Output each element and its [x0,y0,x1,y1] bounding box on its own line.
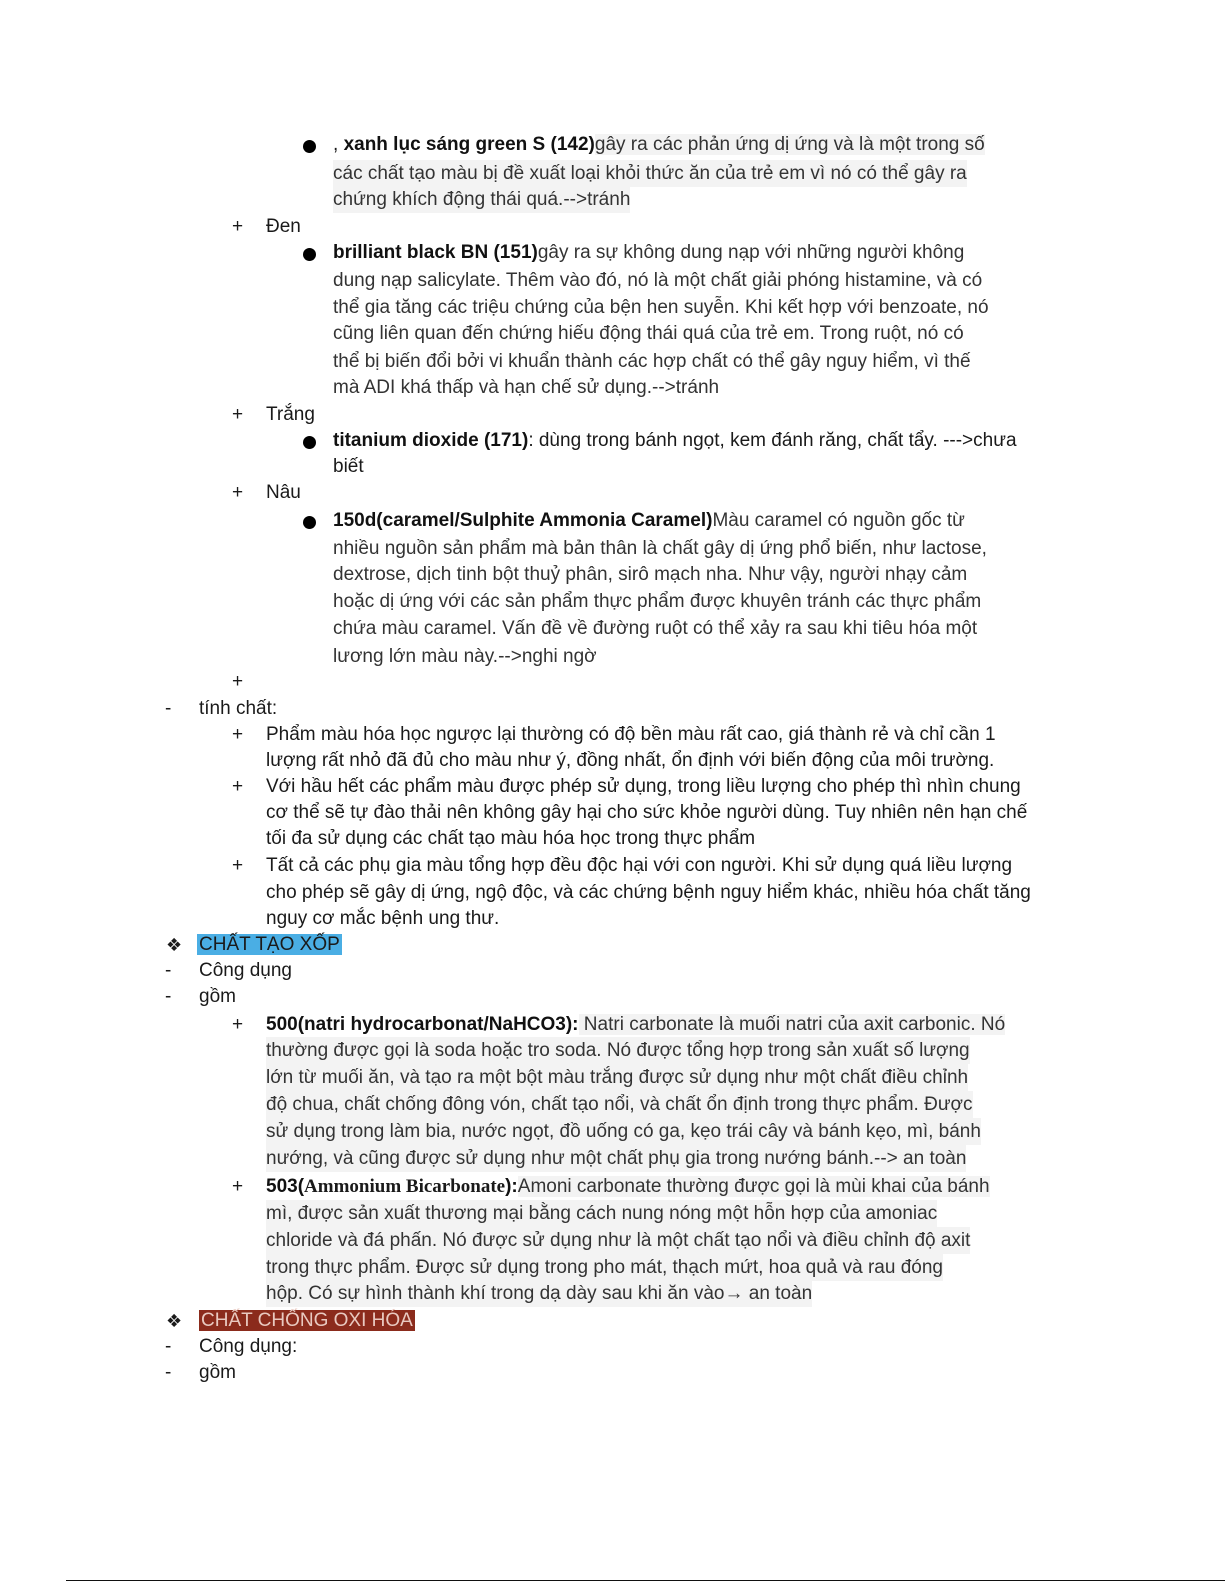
black-bn-line-3: thể gia tăng các triệu chứng của bện hen suyễn. Khi kết hợp với benzoate, nó [333,297,989,318]
black-bn-line-6: mà ADI khá thấp và hạn chế sử dụng.-->tránh [333,377,720,398]
plus-marker: + [232,724,244,745]
dash-marker: - [165,1362,172,1383]
caramel-line-5: chứa màu caramel. Vấn đề về đường ruột có thể xảy ra sau khi tiêu hóa một [333,618,978,639]
dash-marker: - [165,698,172,719]
color-label-trang: Trắng [266,404,315,425]
plus-marker: + [232,1014,244,1035]
item-503-line-1: 503(Ammonium Bicarbonate):Amoni carbonate thường được gọi là mùi khai của bánh [266,1176,990,1197]
black-bn-line-2: dung nạp salicylate. Thêm vào đó, nó là một chất giải phóng histamine, và có [333,270,983,291]
dash-marker: - [165,1336,172,1357]
page-bottom-divider [66,1580,1225,1581]
black-bn-line-5: thể bị biến đổi bởi vi khuẩn thành các hợp chất có thể gây nguy hiểm, vì thế [333,351,971,372]
tinh-chat-p1-line-1: Phẩm màu hóa học ngược lại thường có độ bền màu rất cao, giá thành rẻ và chỉ cần 1 [266,724,996,745]
caramel-line-3: dextrose, dịch tinh bột thuỷ phân, sirô mạch nha. Như vậy, người nhạy cảm [333,564,968,585]
titanium-line-1: titanium dioxide (171): dùng trong bánh ngọt, kem đánh răng, chất tẩy. --->chưa [333,430,1017,451]
dash-marker: - [165,986,172,1007]
item-500-line-1: 500(natri hydrocarbonat/NaHCO3): Natri carbonate là muối natri của axit carbonic. Nó [266,1014,1006,1035]
color-label-den: Đen [266,216,301,237]
bullet-icon [303,140,316,153]
tinh-chat-p2-line-1: Với hầu hết các phẩm màu được phép sử dụng, trong liều lượng cho phép thì nhìn chung [266,776,1021,797]
plus-marker: + [232,1176,244,1197]
item-503-line-4: trong thực phẩm. Được sử dụng trong pho mát, thạch mứt, hoa quả và rau đóng [266,1254,943,1281]
plus-marker: + [232,216,244,237]
titanium-line-2: biết [333,456,364,477]
caramel-line-6: lương lớn màu này.-->nghi ngờ [333,646,597,667]
diamond-bullet-icon: ❖ [166,935,183,955]
plus-marker: + [232,855,244,876]
item-500-line-2: thường được gọi là soda hoặc tro soda. Nó được tổng hợp trong sản xuất số lượng [266,1037,970,1064]
caramel-line-1: 150d(caramel/Sulphite Ammonia Caramel)Màu caramel có nguồn gốc từ [333,510,965,531]
gom-label: gồm [199,986,236,1007]
plus-marker: + [232,482,244,503]
plus-marker: + [232,671,244,692]
section-heading-chong-oxi-hoa: CHẤT CHỐNG OXI HÓA [201,1310,413,1331]
item-500-line-4: độ chua, chất chống đông vón, chất tạo nổi, và chất ổn định trong thực phẩm. Được [266,1091,973,1118]
caramel-line-4: hoặc dị ứng với các sản phẩm thực phẩm được khuyên tránh các thực phẩm [333,591,982,612]
dash-marker: - [165,960,172,981]
tinh-chat-p3-line-1: Tất cả các phụ gia màu tổng hợp đều độc hại với con người. Khi sử dụng quá liều lượng [266,855,1013,876]
item-500-line-3: lớn từ muối ăn, và tạo ra một bột màu trắng được sử dụng như một chất điều chỉnh [266,1064,968,1091]
tinh-chat-p3-line-3: nguy cơ mắc bệnh ung thư. [266,908,500,929]
tinh-chat-p2-line-3: tối đa sử dụng các chất tạo màu hóa học trong thực phẩm [266,828,756,849]
item-500-line-6: nướng, và cũng được sử dụng như một chất phụ gia trong nướng bánh.--> an toàn [266,1145,966,1172]
green-s-line-2: các chất tạo màu bị đề xuất loại khỏi thức ăn của trẻ em vì nó có thể gây ra [333,160,967,187]
cong-dung-label: Công dụng: [199,1336,298,1357]
item-503-line-2: mì, được sản xuất thương mại bằng cách nung nóng một hỗn hợp của amoniac [266,1200,937,1227]
bullet-icon [303,248,316,261]
item-500-line-5: sử dụng trong làm bia, nước ngọt, đồ uống có ga, kẹo trái cây và bánh kẹo, mì, bánh [266,1118,981,1145]
black-bn-line-1: brilliant black BN (151)gây ra sự không dung nạp với những người không [333,242,965,263]
item-503-line-5: hộp. Có sự hình thành khí trong dạ dày sau khi ăn vào→ an toàn [266,1280,812,1307]
tinh-chat-p2-line-2: cơ thể sẽ tự đào thải nên không gây hại cho sức khỏe người dùng. Tuy nhiên nên hạn chế [266,802,1028,823]
plus-marker: + [232,404,244,425]
tinh-chat-label: tính chất: [199,698,278,719]
color-label-nau: Nâu [266,482,301,503]
tinh-chat-p3-line-2: cho phép sẽ gây dị ứng, ngộ độc, và các chứng bệnh nguy hiểm khác, nhiều hóa chất tăng [266,882,1031,903]
diamond-bullet-icon: ❖ [166,1311,183,1331]
black-bn-line-4: cũng liên quan đến chứng hiếu động thái quá của trẻ em. Trong ruột, nó có [333,323,964,344]
caramel-line-2: nhiều nguồn sản phẩm mà bản thân là chất gây dị ứng phổ biến, như lactose, [333,538,987,559]
bullet-icon [303,436,316,449]
tinh-chat-p1-line-2: lượng rất nhỏ đã đủ cho màu như ý, đồng nhất, ổn định với biến động của môi trường. [266,750,995,771]
item-503-line-3: chloride và đá phấn. Nó được sử dụng như là một chất tạo nổi và điều chỉnh độ axit [266,1227,970,1254]
green-s-line-1: , xanh lục sáng green S (142)gây ra các phản ứng dị ứng và là một trong số [333,134,985,155]
green-s-line-3: chứng khích động thái quá.-->tránh [333,186,630,213]
gom-label: gồm [199,1362,236,1383]
plus-marker: + [232,776,244,797]
bullet-icon [303,516,316,529]
cong-dung-label: Công dụng [199,960,292,981]
section-heading-tao-xop: CHẤT TẠO XỐP [199,934,340,955]
